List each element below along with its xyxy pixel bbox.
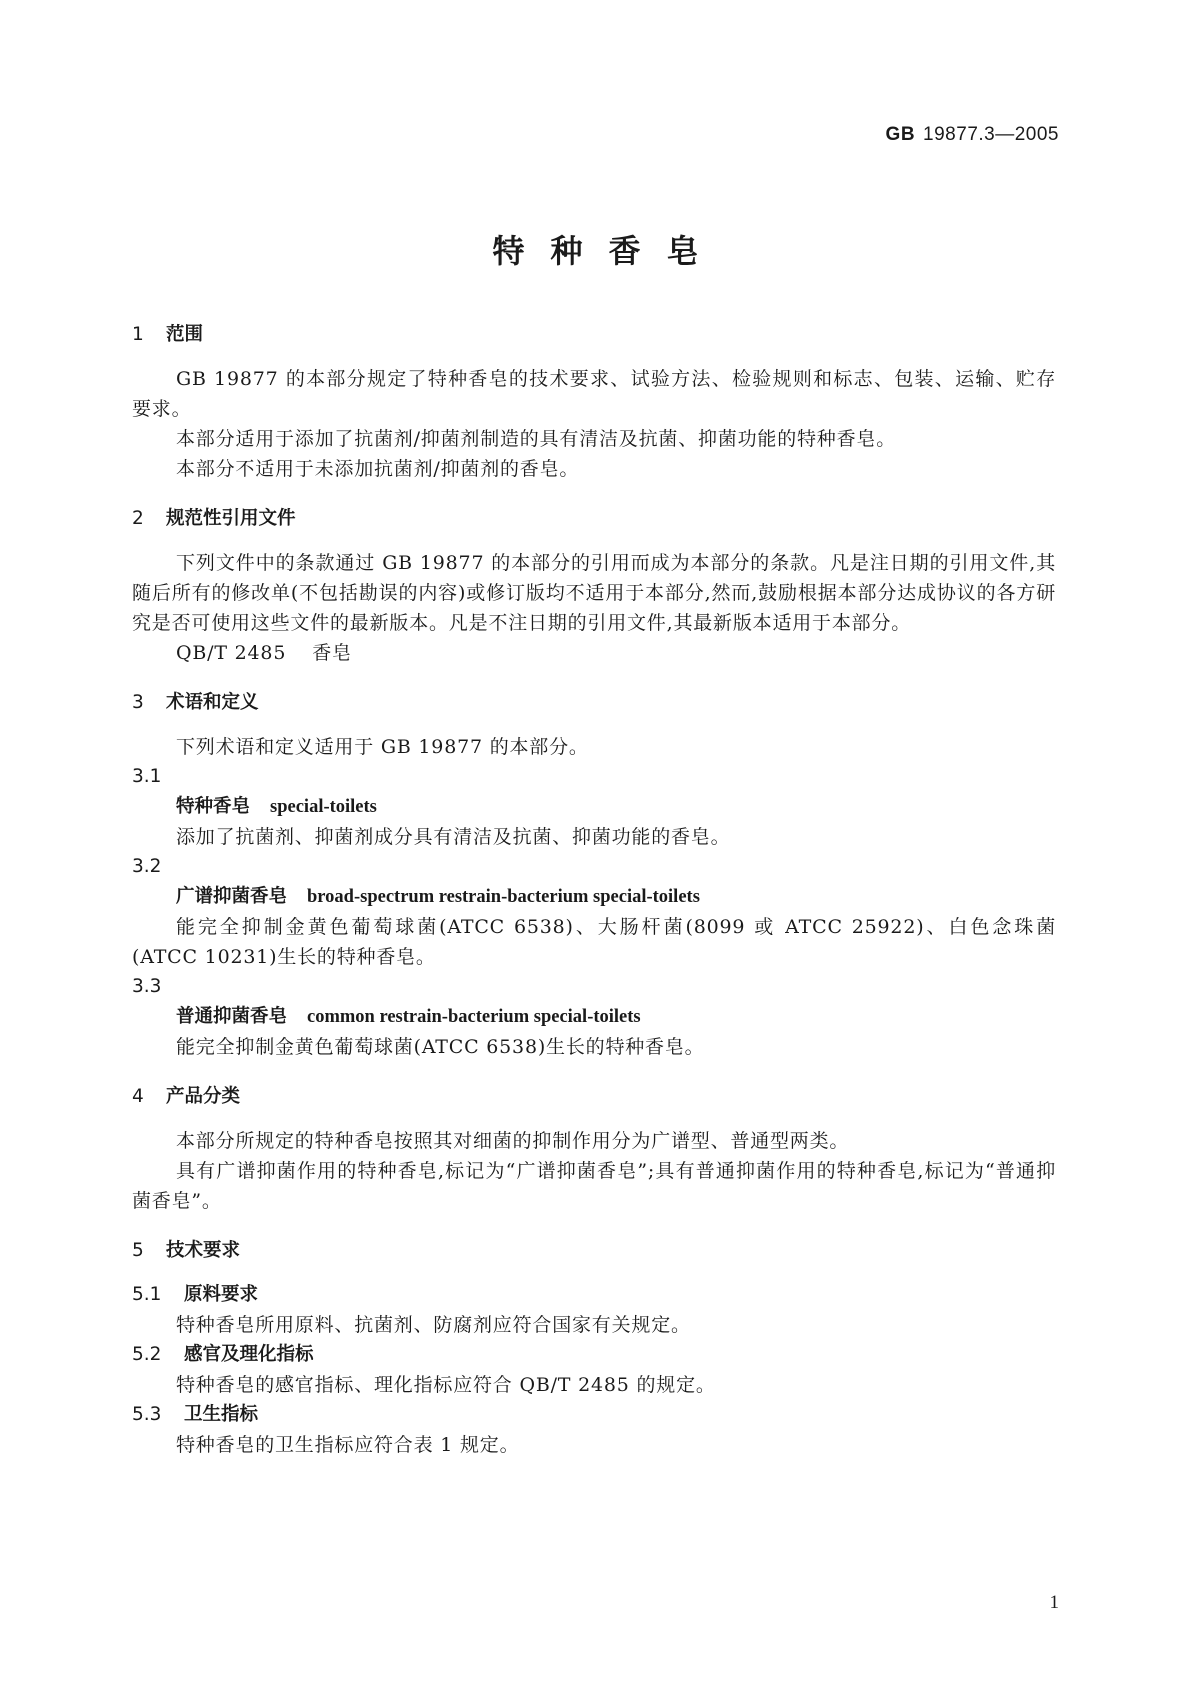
- section-title: 产品分类: [166, 1086, 241, 1107]
- term-number: 3.2: [132, 856, 162, 877]
- paragraph: 下列文件中的条款通过 GB 19877 的本部分的引用而成为本部分的条款。凡是注日期的引用文件,其随后所有的修改单(不包括勘误的内容)或修订版均不适用于本部分,然而,鼓励根据本部分达成协议的各方研究是否可使用这些文件的最新版本。凡是不注日期的引用文件,其最新版本适用于本部分。: [132, 552, 1056, 634]
- section-number: 2: [132, 508, 144, 529]
- term-number: 3.3: [132, 976, 162, 997]
- section-number: 3: [132, 692, 144, 713]
- section-title: 术语和定义: [166, 692, 259, 713]
- normative-reference: [132, 638, 1056, 668]
- standard-number: 19877.3—2005: [923, 124, 1059, 145]
- section-4-heading: [132, 1082, 1056, 1112]
- section-title: 范围: [166, 324, 204, 345]
- subsection-5-3-heading: [132, 1400, 1056, 1430]
- paragraph: 本部分适用于添加了抗菌剂/抑菌剂制造的具有清洁及抗菌、抑菌功能的特种香皂。: [176, 428, 897, 450]
- section-number: 4: [132, 1086, 144, 1107]
- subsection-title: 卫生指标: [184, 1404, 259, 1425]
- term-heading: [132, 882, 1056, 912]
- term-en: common restrain-bacterium special-toilets: [307, 1007, 641, 1027]
- term-heading: [132, 792, 1056, 822]
- standard-code: [886, 124, 1059, 146]
- paragraph: 特种香皂的感官指标、理化指标应符合 QB/T 2485 的规定。: [176, 1374, 716, 1396]
- subsection-number: 5.1: [132, 1284, 162, 1305]
- paragraph: GB 19877 的本部分规定了特种香皂的技术要求、试验方法、检验规则和标志、包装、运输、贮存要求。: [132, 368, 1056, 420]
- term-en: broad-spectrum restrain-bacterium special-toilets: [307, 887, 700, 907]
- term-definition: 能完全抑制金黄色葡萄球菌(ATCC 6538)、大肠杆菌(8099 或 ATCC 25922)、白色念珠菌(ATCC 10231)生长的特种香皂。: [132, 916, 1056, 968]
- section-5-heading: [132, 1236, 1056, 1266]
- section-3-heading: [132, 688, 1056, 718]
- section-number: 5: [132, 1240, 144, 1261]
- subsection-number: 5.2: [132, 1344, 162, 1365]
- subsection-title: 感官及理化指标: [184, 1344, 314, 1365]
- subsection-5-1-heading: [132, 1280, 1056, 1310]
- term-zh: 普通抑菌香皂: [176, 1006, 288, 1027]
- paragraph: 下列术语和定义适用于 GB 19877 的本部分。: [176, 736, 589, 758]
- page-number: 1: [1049, 1592, 1059, 1613]
- section-title: 规范性引用文件: [166, 508, 296, 529]
- subsection-title: 原料要求: [184, 1284, 259, 1305]
- section-2-heading: [132, 504, 1056, 534]
- document-body: [132, 320, 1056, 1460]
- document-title: 特种香皂: [492, 232, 725, 270]
- subsection-number: 5.3: [132, 1404, 162, 1425]
- term-heading: [132, 1002, 1056, 1032]
- section-number: 1: [132, 324, 144, 345]
- section-1-heading: [132, 320, 1056, 350]
- standard-prefix: GB: [885, 124, 916, 145]
- reference-code: QB/T 2485: [176, 642, 287, 664]
- term-en: special-toilets: [270, 797, 377, 817]
- section-title: 技术要求: [166, 1240, 241, 1261]
- paragraph: 本部分所规定的特种香皂按照其对细菌的抑制作用分为广谱型、普通型两类。: [176, 1130, 850, 1152]
- paragraph: 特种香皂的卫生指标应符合表 1 规定。: [176, 1434, 520, 1456]
- paragraph: 具有广谱抑菌作用的特种香皂,标记为“广谱抑菌香皂”;具有普通抑菌作用的特种香皂,标记为“普通抑菌香皂”。: [132, 1160, 1056, 1212]
- term-definition: 添加了抗菌剂、抑菌剂成分具有清洁及抗菌、抑菌功能的香皂。: [176, 826, 731, 848]
- term-zh: 广谱抑菌香皂: [176, 886, 288, 907]
- term-number: 3.1: [132, 766, 162, 787]
- term-definition: 能完全抑制金黄色葡萄球菌(ATCC 6538)生长的特种香皂。: [176, 1036, 705, 1058]
- paragraph: 本部分不适用于未添加抗菌剂/抑菌剂的香皂。: [176, 458, 580, 480]
- term-zh: 特种香皂: [176, 796, 251, 817]
- subsection-5-2-heading: [132, 1340, 1056, 1370]
- reference-title: 香皂: [312, 642, 352, 664]
- paragraph: 特种香皂所用原料、抗菌剂、防腐剂应符合国家有关规定。: [176, 1314, 691, 1336]
